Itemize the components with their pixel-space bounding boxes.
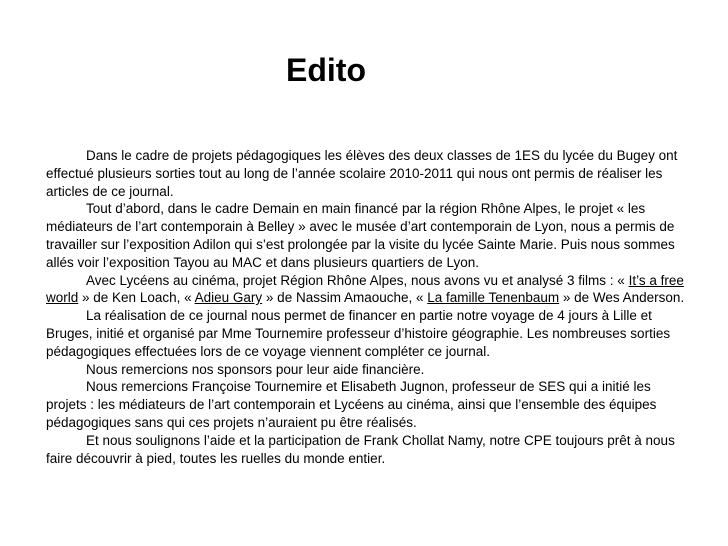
cinema-intro-text: Avec Lycéens au cinéma, projet Région Rhône Alpes, nous avons vu et analysé 3 films : « xyxy=(86,272,629,288)
paragraph-sponsors: Nous remercions nos sponsors pour leur aide financière. xyxy=(86,361,425,377)
cinema-director-text-3: » de Wes Anderson. xyxy=(559,290,685,306)
paragraph-thanks-cpe: Et nous soulignons l’aide et la participation de Frank Chollat Namy, notre CPE toujours prêt à nous faire découvrir à pied, toutes les ruelles du monde entier. xyxy=(46,432,675,466)
paragraph-thanks-teachers: Nous remercions Françoise Tournemire et Elisabeth Jugnon, professeur de SES qui a initié les projets : les médiateurs de l’art contemporain et Lycéens au cinéma, ainsi que l’ensemble des équipes pédagogiques sans qui ces projets n’auraient pu être réalisés. xyxy=(46,379,657,430)
film-link-its-a-free-world[interactable]: It’s a free world xyxy=(46,272,684,306)
paragraph-trip: La réalisation de ce journal nous permet de financer en partie notre voyage de 4 jours à Lille et Bruges, initié et organisé par Mme Tournemire professeur d’histoire géographie. Les nombreuses sorties pédagogiques effectuées lors de ce voyage viennent compléter ce journal. xyxy=(46,308,671,359)
film-link-la-famille-tenenbaum[interactable]: La famille Tenenbaum xyxy=(427,290,560,306)
edito-body xyxy=(46,147,686,467)
cinema-director-text-2: » de Nassim Amaouche, « xyxy=(262,290,428,306)
page-title: Edito xyxy=(286,52,366,88)
cinema-director-text-1: » de Ken Loach, « xyxy=(78,290,195,306)
paragraph-introduction: Dans le cadre de projets pédagogiques les élèves des deux classes de 1ES du lycée du Bugey ont effectué plusieurs sorties tout au long de l’année scolaire 2010-2011 qui nous ont permis de réaliser les articles de ce journal. xyxy=(46,148,678,199)
film-link-adieu-gary[interactable]: Adieu Gary xyxy=(194,290,263,306)
paragraph-cinema xyxy=(46,272,686,308)
paragraph-art-project: Tout d’abord, dans le cadre Demain en main financé par la région Rhône Alpes, le projet « les médiateurs de l’art contemporain à Belley » avec le musée d’art contemporain de Lyon, nous a permis de travailler sur l’exposition Adilon qui s’est prolongée par la visite du lycée Sainte Marie. Puis nous sommes allés voir l’exposition Tayou au MAC et dans plusieurs quartiers de Lyon. xyxy=(46,201,675,270)
